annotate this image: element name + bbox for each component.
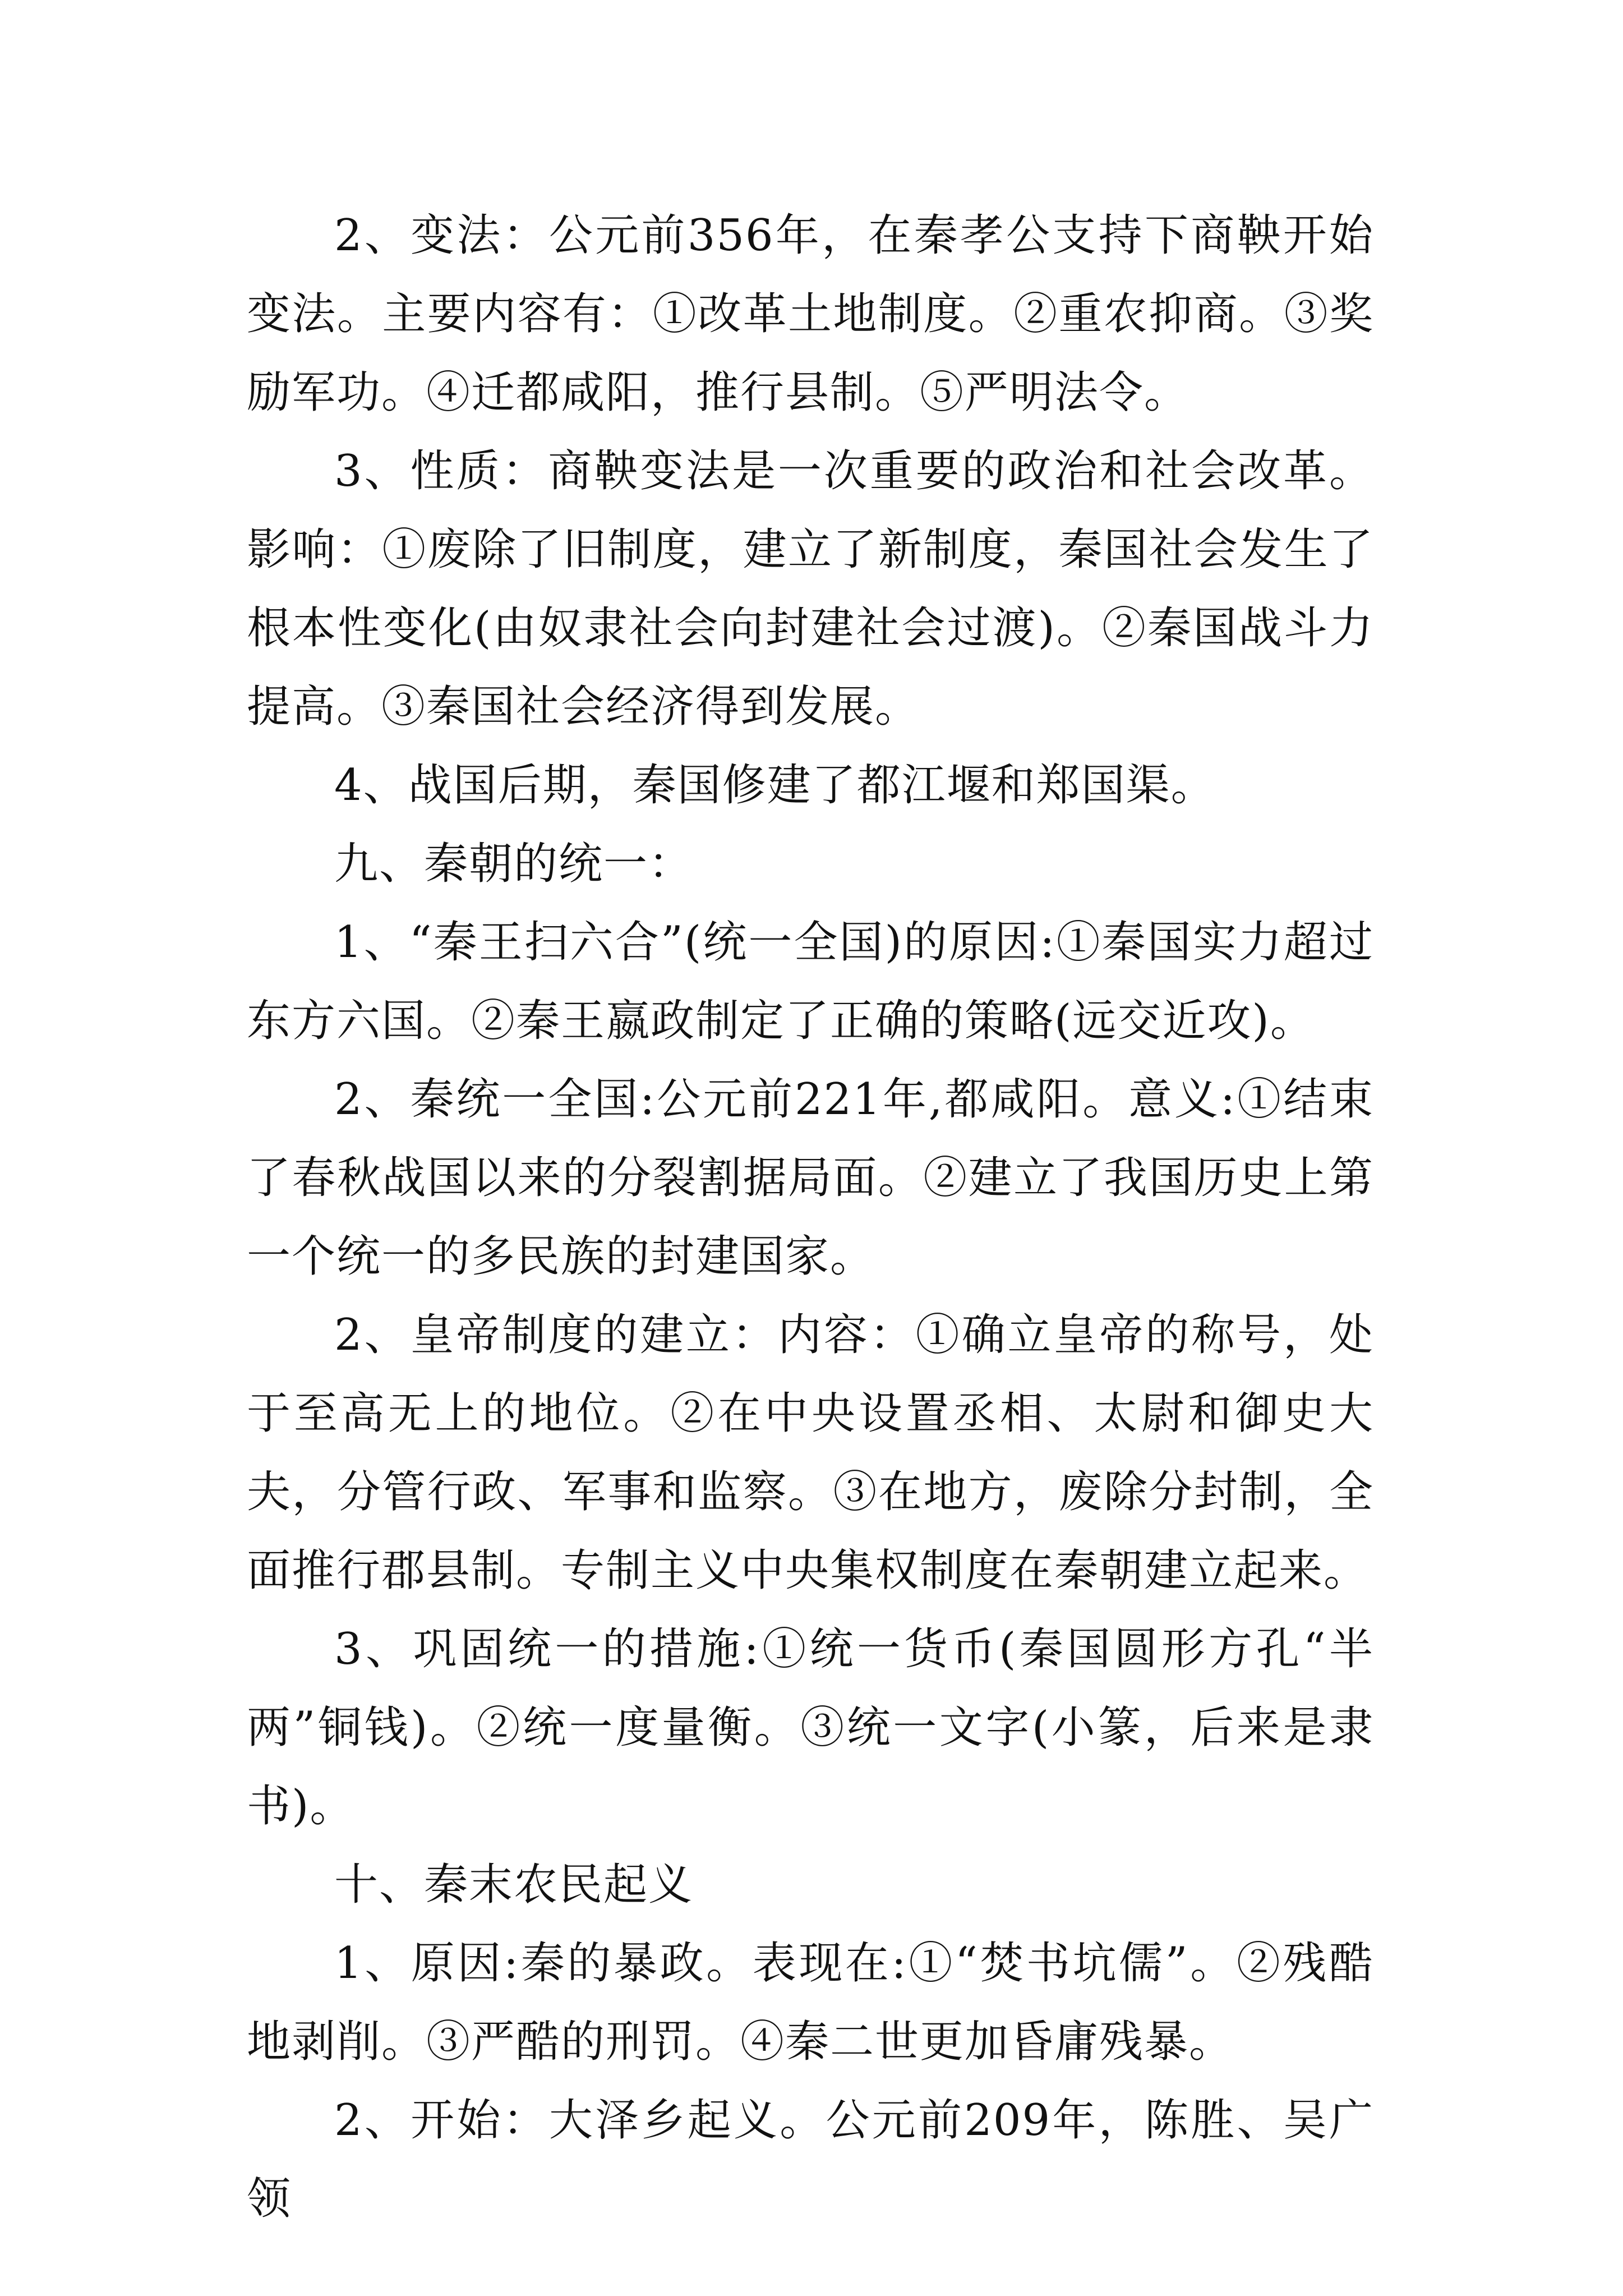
paragraph-uprising-causes: 1、原因:秦的暴政。表现在:①“焚书坑儒”。②残酷地剥削。③严酷的刑罚。④秦二世更加昏庸残暴。 bbox=[247, 1938, 1374, 2067]
paragraph-consolidation-measures: 3、巩固统一的措施:①统一货币(秦国圆形方孔“半两”铜钱)。②统一度量衡。③统一文字(小篆，后来是隶书)。 bbox=[247, 1624, 1374, 1832]
paragraph-reform-nature: 3、性质：商鞅变法是一次重要的政治和社会改革。影响：①废除了旧制度，建立了新制度，秦国社会发生了根本性变化(由奴隶社会向封建社会过渡)。②秦国战斗力提高。③秦国社会经济得到发展。 bbox=[247, 446, 1374, 732]
paragraph-unification-significance: 2、秦统一全国:公元前221年,都咸阳。意义:①结束了春秋战国以来的分裂割据局面。②建立了我国历史上第一个统一的多民族的封建国家。 bbox=[247, 1074, 1374, 1282]
paragraph-late-warring-states: 4、战国后期，秦国修建了都江堰和郑国渠。 bbox=[334, 760, 1216, 811]
paragraph-reform-content: 2、变法：公元前356年，在秦孝公支持下商鞅开始变法。主要内容有：①改革土地制度。②重农抑商。③奖励军功。④迁都咸阳，推行县制。⑤严明法令。 bbox=[247, 210, 1374, 418]
paragraph-uprising-start: 2、开始：大泽乡起义。公元前209年，陈胜、吴广领 bbox=[247, 2095, 1374, 2224]
section-heading-qin-unification: 九、秦朝的统一： bbox=[334, 839, 694, 889]
paragraph-unification-reasons: 1、“秦王扫六合”(统一全国)的原因:①秦国实力超过东方六国。②秦王嬴政制定了正确的策略(远交近攻)。 bbox=[247, 917, 1374, 1046]
document-body bbox=[247, 196, 1374, 2238]
paragraph-emperor-system: 2、皇帝制度的建立：内容：①确立皇帝的称号，处于至高无上的地位。②在中央设置丞相、太尉和御史大夫，分管行政、军事和监察。③在地方，废除分封制，全面推行郡县制。专制主义中央集权制度在秦朝建立起来。 bbox=[247, 1310, 1374, 1596]
section-heading-peasant-uprising: 十、秦末农民起义 bbox=[334, 1860, 694, 1910]
